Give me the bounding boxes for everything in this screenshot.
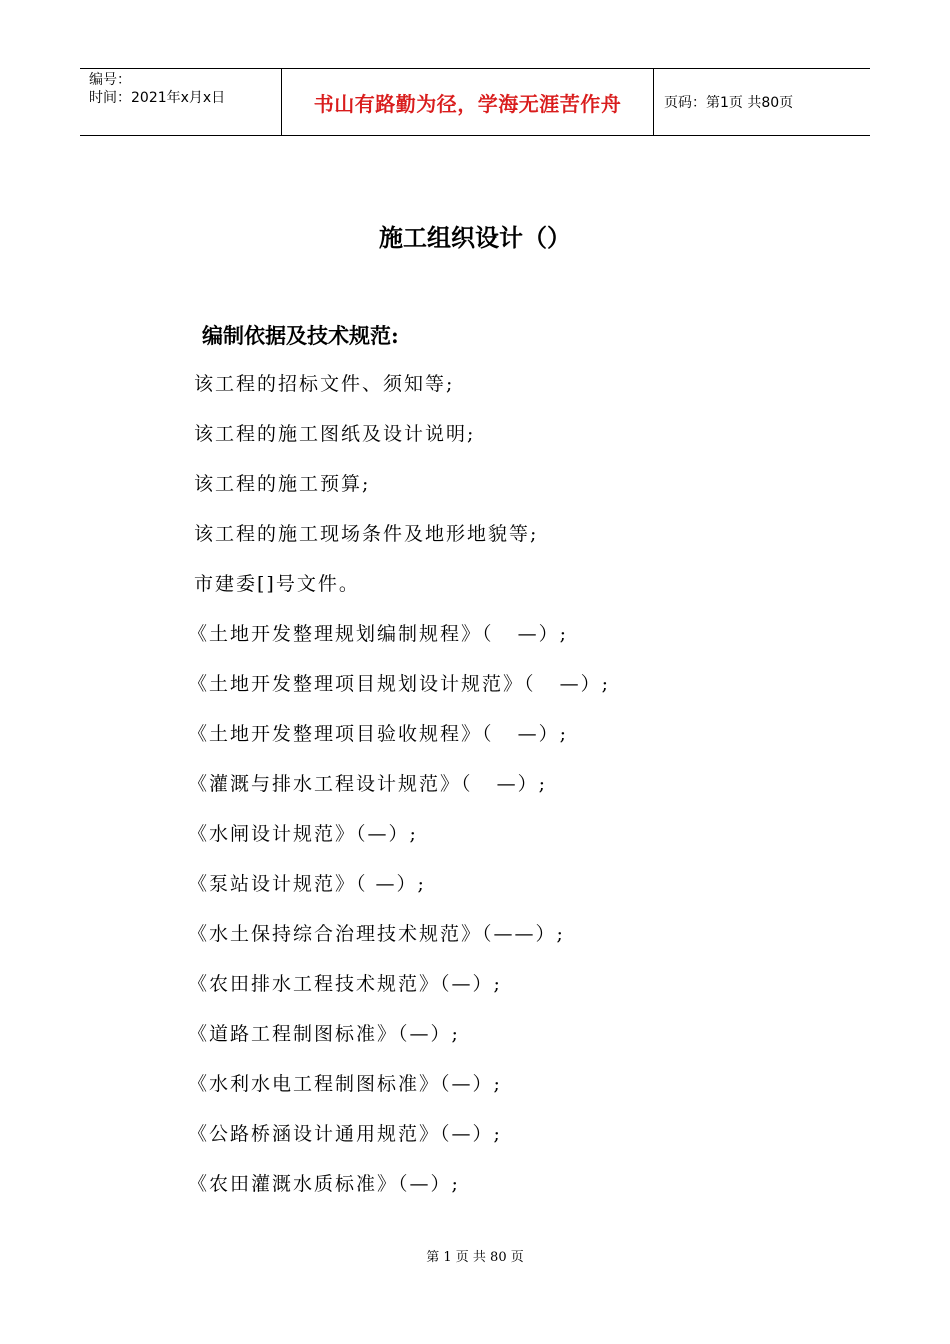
list-item: 《土地开发整理规划编制规程》（ —）;: [188, 623, 569, 645]
list-item: 《泵站设计规范》（ —）;: [188, 873, 426, 895]
document-title: 施工组织设计（）: [379, 224, 571, 252]
list-item: 该工程的施工现场条件及地形地貌等;: [194, 523, 539, 545]
list-item: 《水利水电工程制图标准》（—）;: [188, 1073, 502, 1095]
header-page-info: [654, 69, 870, 135]
list-item: 《土地开发整理项目规划设计规范》（ —）;: [188, 673, 611, 695]
reference-list: [188, 362, 611, 1212]
number-label: 编号：: [89, 72, 131, 88]
list-item: 《道路工程制图标准》（—）;: [188, 1023, 460, 1045]
list-item: 《灌溉与排水工程设计规范》（ —）;: [188, 773, 548, 795]
list-item: 市建委[]号文件。: [194, 573, 360, 595]
page-info-text: 页码：第1页 共80页: [664, 95, 794, 111]
list-item: 《农田排水工程技术规范》（—）;: [188, 973, 502, 995]
time-label: 时间：2021年x月x日: [89, 90, 226, 106]
list-item: 《土地开发整理项目验收规程》（ —）;: [188, 723, 569, 745]
page-header: [80, 68, 870, 136]
list-item: 该工程的施工预算;: [194, 473, 371, 495]
list-item: 该工程的招标文件、须知等;: [194, 373, 455, 395]
page-footer: 第 1 页 共 80 页: [426, 1250, 524, 1265]
section-heading: 编制依据及技术规范:: [202, 323, 399, 348]
header-motto: [282, 69, 654, 135]
list-item: 该工程的施工图纸及设计说明;: [194, 423, 476, 445]
motto-text: 书山有路勤为径，学海无涯苦作舟: [313, 91, 622, 116]
list-item: 《水闸设计规范》（—）;: [188, 823, 418, 845]
list-item: 《水土保持综合治理技术规范》（——）;: [188, 923, 565, 945]
header-meta: [80, 69, 282, 135]
list-item: 《农田灌溉水质标准》（—）;: [188, 1173, 460, 1195]
list-item: 《公路桥涵设计通用规范》（—）;: [188, 1123, 502, 1145]
